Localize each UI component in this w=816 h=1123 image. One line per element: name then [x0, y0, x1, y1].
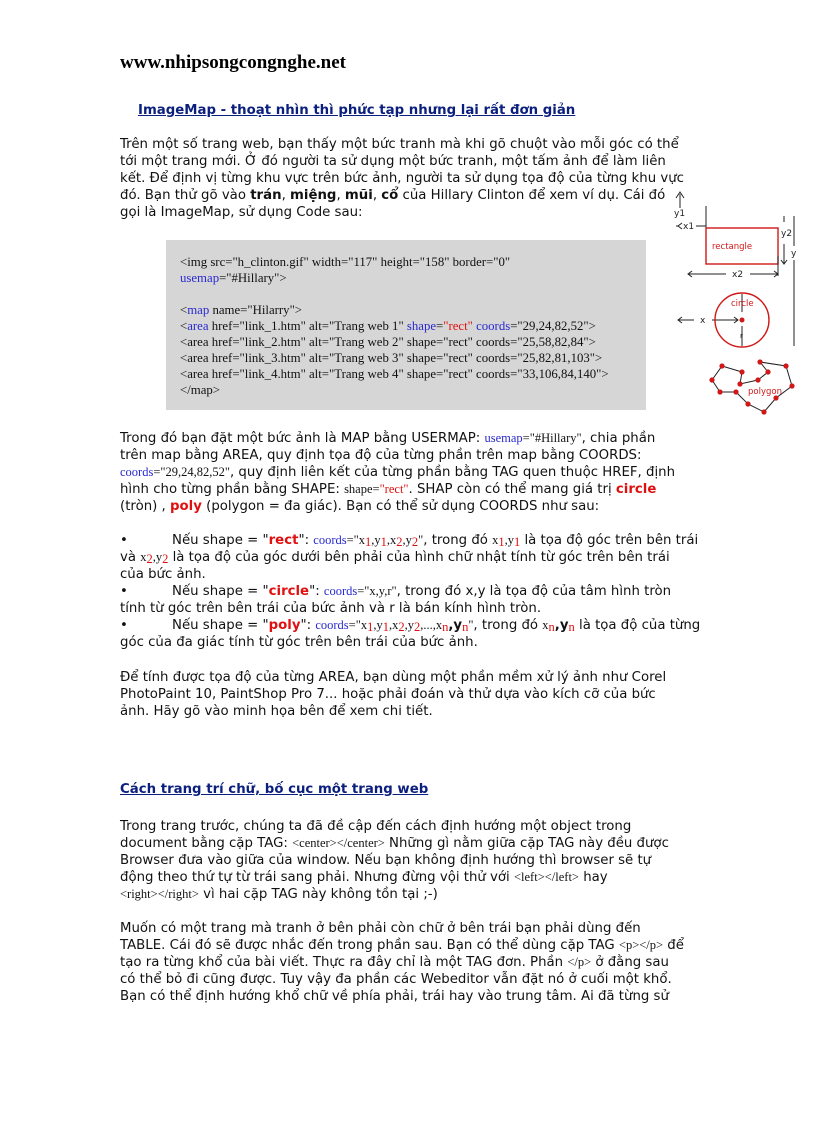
code-line-area-3: <area href="link_3.htm" alt="Trang web 3" shape="rect" coords="25,82,81,103"> — [180, 351, 603, 365]
s2-p1-line-5: <right></right> vì hai cặp TAG này không tồn tại ;-) — [120, 887, 438, 902]
code-line-area-2: <area href="link_2.htm" alt="Trang web 2" shape="rect" coords="25,58,82,84"> — [180, 335, 596, 349]
y1-label: y1 — [674, 209, 686, 219]
bullet-rect-line-3: của bức ảnh. — [120, 567, 206, 582]
code-line-img: <img src="h_clinton.gif" width="117" height="158" border="0" — [180, 255, 511, 269]
y2-label: y2 — [781, 229, 793, 239]
bullet-rect-line-2: và $x_2,y_2$ là tọa độ của góc dưới bên phải của hình chữ nhật tính từ góc trên bên trái — [120, 550, 670, 566]
bullet-circle: • Nếu shape = "circle": coords="x,y,r", trong đó x,y là tọa độ của tâm hình tròn — [120, 584, 672, 599]
nose-word: mũi — [344, 188, 373, 203]
r-label: r — [740, 332, 743, 340]
forehead-word: trán — [250, 188, 282, 203]
para2-line-5: (tròn) , poly (polygon = đa giác). Bạn có thể sử dụng COORDS như sau: — [120, 499, 600, 514]
bullet-circle-line-2: tính từ góc trên bên trái của bức ảnh và r là bán kính hình tròn. — [120, 601, 542, 616]
code-line-area-4: <area href="link_4.htm" alt="Trang web 4" shape="rect" coords="33,106,84,140"> — [180, 367, 609, 381]
x1-label: x1 — [683, 222, 695, 232]
neck-word: cổ — [381, 188, 399, 203]
bullet-rect: • Nếu shape = "rect": $coords="x_1,y_1,x_2,y_2$", trong đó $x_1,y_1$ là tọa độ góc trên bên trái — [120, 533, 699, 549]
s2-p1-line-4: động theo thứ tự từ trái sang phải. Nhưng đừng vội thử với <left></left> hay — [120, 870, 608, 885]
s2-p1-line-2: document bằng cặp TAG: <center></center> Những gì nằm giữa cặp TAG này đều được — [120, 836, 669, 851]
rectangle-label: rectangle — [712, 242, 753, 252]
para2-line-2: trên map bằng AREA, quy định tọa độ của từng phần trên map bằng COORDS: — [120, 448, 642, 463]
bullet-poly-line-2: góc của đa giác tính từ góc trên bên trái của bức ảnh. — [120, 635, 478, 650]
mouth-word: miệng — [290, 188, 337, 203]
x2-label: x2 — [732, 270, 744, 280]
para3-line-3: ảnh. Hãy gõ vào minh họa bên để xem chi tiết. — [120, 704, 433, 719]
para2-line-1: Trong đó bạn đặt một bức ảnh là MAP bằng USERMAP: usemap="#Hillary", chia phần — [120, 431, 656, 446]
bullet-poly: • Nếu shape = "poly": $coords="x_1,y_1,x_2,y_2,...,x_n,y_n$", trong đó $x_n,y_n$ là tọa độ của từng — [120, 618, 701, 634]
para3-line-1: Để tính được tọa độ của từng AREA, bạn dùng một phần mềm xử lý ảnh như Corel — [120, 670, 667, 685]
s2-p2-line-3: tạo ra từng khổ của bài viết. Thực ra đây chỉ là một TAG đơn. Phần </p> ở đằng sau — [120, 955, 669, 970]
y-label: y — [791, 249, 797, 259]
s2-p2-line-1: Muốn có một trang mà tranh ở bên phải còn chữ ở bên trái bạn phải dùng đến — [120, 921, 641, 936]
code-line-area-1: <area href="link_1.htm" alt="Trang web 1" shape="rect" coords="29,24,82,52"> — [180, 319, 596, 333]
code-line-close: </map> — [180, 383, 221, 397]
s2-p2-line-5: Bạn có thể định hướng khổ chữ về phía phải, trái hay vào trung tâm. Ai đã từng sử — [120, 989, 669, 1004]
code-line-usemap: usemap="#Hillary"> — [180, 271, 287, 285]
site-url: www.nhipsongcongnghe.net — [120, 52, 346, 73]
intro-line-5: gọi là ImageMap, sử dụng Code sau: — [120, 205, 363, 220]
para3-line-2: PhotoPaint 10, PaintShop Pro 7... hoặc phải đoán và thử dựa vào kích cỡ của bức — [120, 687, 656, 702]
code-line-map: <map name="Hilarry"> — [180, 303, 303, 317]
polygon-label: polygon — [748, 387, 782, 397]
circle-label: circle — [731, 299, 754, 309]
imagemap-heading[interactable]: ImageMap - thoạt nhìn thì phức tạp nhưng lại rất đơn giản — [138, 103, 576, 118]
s2-p1-line-1: Trong trang trước, chúng ta đã đề cập đến cách định hướng một object trong — [120, 819, 632, 834]
para2-line-4: hình cho từng phần bằng SHAPE: shape="rect". SHAP còn có thể mang giá trị circle — [120, 482, 657, 497]
s2-p2-line-2: TABLE. Cái đó sẽ được nhắc đến trong phần sau. Bạn có thể dùng cặp TAG <p></p> để — [120, 938, 684, 953]
x-label: x — [700, 316, 706, 326]
intro-line-1: Trên một số trang web, bạn thấy một bức tranh mà khi gõ chuột vào mỗi góc có thể — [120, 137, 679, 152]
imagemap-shapes-diagram — [668, 186, 808, 416]
intro-line-2: tới một trang mới. Ở đó người ta sử dụng một bức tranh, một tấm ảnh để làm liên — [120, 154, 666, 169]
intro-line-4: đó. Bạn thử gõ vào trán, miệng, mũi, cổ của Hillary Clinton để xem ví dụ. Cái đó — [120, 188, 666, 203]
code-block — [166, 240, 646, 410]
layout-heading[interactable]: Cách trang trí chữ, bố cục một trang web — [120, 782, 429, 797]
para2-line-3: coords="29,24,82,52", quy định liên kết của từng phần bằng TAG quen thuộc HREF, định — [120, 465, 676, 480]
intro-line-3: kết. Để định vị từng khu vực trên bức ảnh, người ta sử dụng tọa độ của từng khu vực — [120, 171, 684, 186]
s2-p1-line-3: Browser đưa vào giữa của window. Nếu bạn không định hướng thì browser sẽ tự — [120, 853, 652, 868]
s2-p2-line-4: có thể bỏ đi cũng được. Tuy vậy đa phần các Webeditor vẫn đặt nó ở cuối một khổ. — [120, 972, 672, 987]
